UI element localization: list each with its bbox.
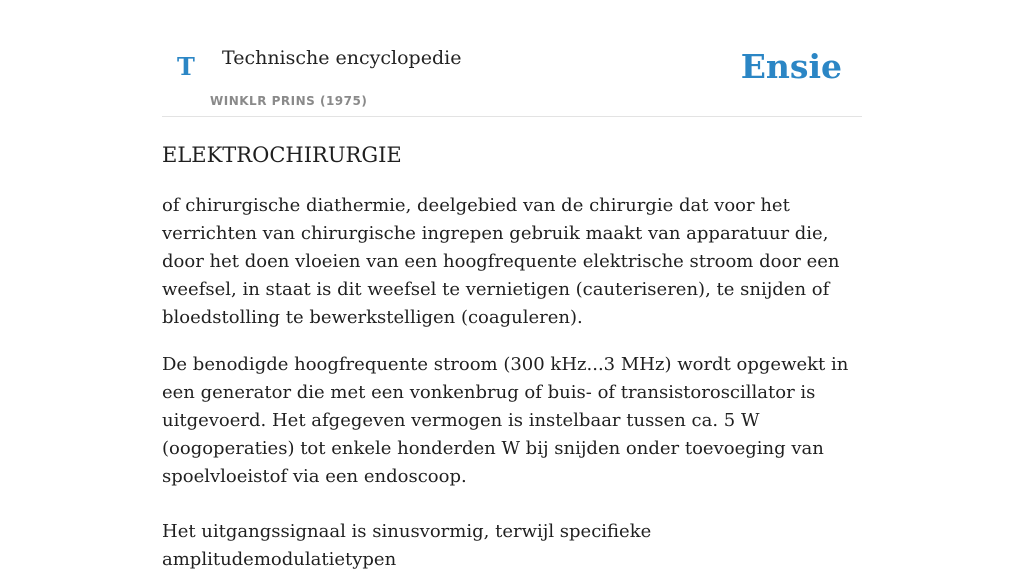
article — [162, 140, 862, 574]
article-title: ELEKTROCHIRURGIE — [162, 143, 402, 167]
header — [162, 0, 862, 117]
book-title[interactable]: Technische encyclopedie — [222, 47, 462, 69]
article-paragraph-3: Het uitgangssignaal is sinusvormig, terwijl specifieke amplitudemodulatietypen — [162, 521, 652, 570]
article-paragraph-1: of chirurgische diathermie, deelgebied van de chirurgie dat voor het verrichten van chirurgische ingrepen gebruik maakt van apparatuur die, door het doen vloeien van een hoogfrequente elektrische stroom door een weefsel, in staat is dit weefsel te vernietigen (cauteriseren), te snijden of bloedstolling te bewerkstelligen (coaguleren). — [162, 195, 840, 328]
book-logo-letter[interactable]: T — [177, 52, 195, 81]
ensie-logo[interactable]: Ensie — [740, 47, 842, 86]
article-paragraph-2: De benodigde hoogfrequente stroom (300 kHz...3 MHz) wordt opgewekt in een generator die met een vonkenbrug of buis- of transistoroscillator is uitgevoerd. Het afgegeven vermogen is instelbaar tussen ca. 5 W (oogoperaties) tot enkele honderden W bij snijden onder toevoeging van spoelvloeistof via een endoscoop. — [162, 354, 849, 487]
publisher-label: WINKLR PRINS (1975) — [210, 94, 368, 108]
